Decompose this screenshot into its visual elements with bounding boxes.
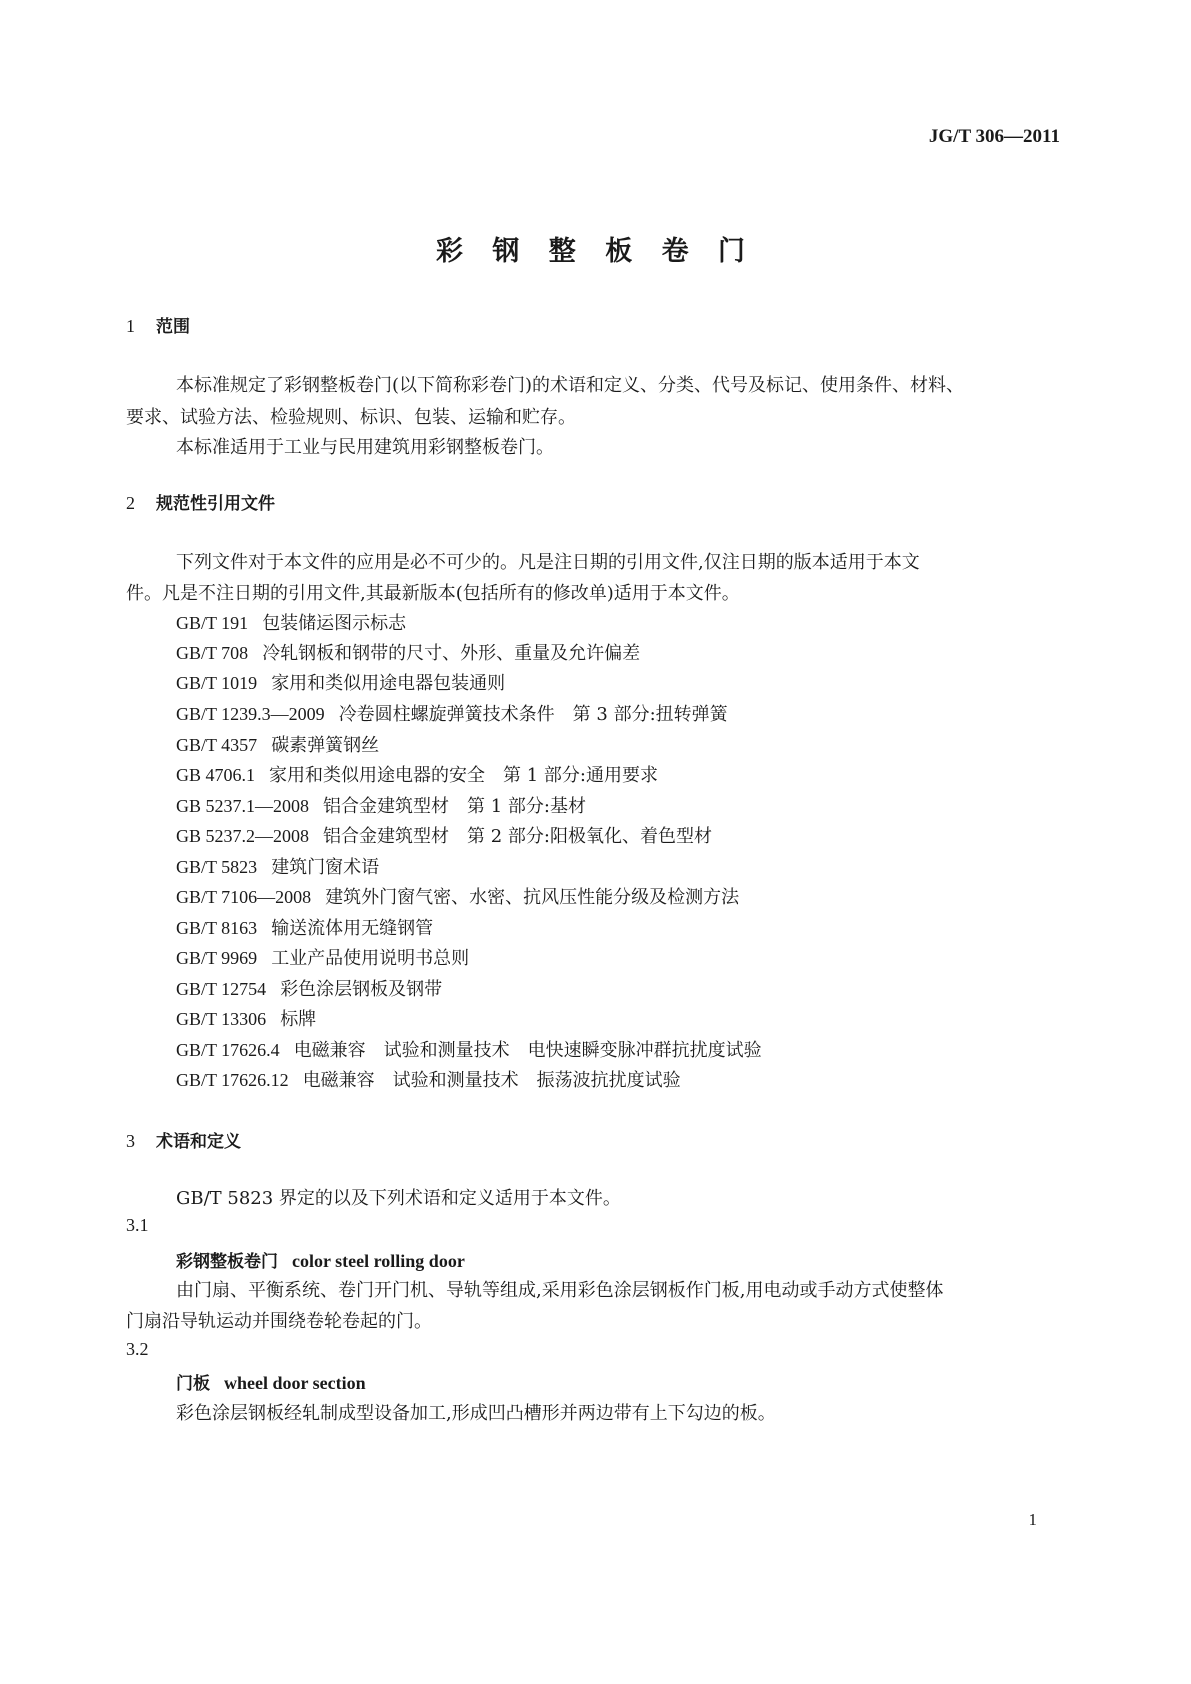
term-heading [176,1369,366,1394]
reference-item [176,822,712,848]
reference-code: GB/T 12754 [176,979,267,999]
reference-code: GB 4706.1 [176,765,256,785]
term-heading [176,1247,465,1272]
section-title: 规范性引用文件 [156,494,275,514]
reference-item [176,700,728,726]
reference-title: 输送流体用无缝钢管 [271,918,434,939]
reference-title: 铝合金建筑型材 第 2 部分:阳极氧化、着色型材 [323,826,712,847]
reference-code: GB/T 1019 [176,673,258,693]
standard-number: JG/T 306—2011 [928,126,1060,147]
term-definition-line: 彩色涂层钢板经轧制成型设备加工,形成凹凸槽形并两边带有上下勾边的板。 [176,1403,776,1424]
reference-item [176,731,379,757]
reference-item [176,1005,316,1031]
reference-title: 工业产品使用说明书总则 [271,948,470,969]
reference-title: 冷卷圆柱螺旋弹簧技术条件 第 3 部分:扭转弹簧 [338,704,728,725]
term-number: 3.2 [126,1339,149,1359]
section-1-heading [126,312,190,337]
reference-title: 碳素弹簧钢丝 [271,735,380,756]
reference-code: GB/T 17626.12 [176,1070,289,1090]
reference-code: GB/T 13306 [176,1009,267,1029]
section-number: 3 [126,1131,135,1151]
term-definition-line: 由门扇、平衡系统、卷门开门机、导轨等组成,采用彩色涂层钢板作门板,用电动或手动方式使整体 [176,1280,944,1301]
term-number: 3.1 [126,1215,149,1235]
reference-code: GB/T 4357 [176,735,258,755]
reference-code: GB/T 5823 [176,857,258,877]
section-title: 术语和定义 [156,1132,241,1152]
reference-title: 冷轧钢板和钢带的尺寸、外形、重量及允许偏差 [262,643,641,664]
reference-code: GB/T 1239.3—2009 [176,704,325,724]
reference-code: GB/T 8163 [176,918,258,938]
reference-code: GB/T 17626.4 [176,1040,280,1060]
section-number: 2 [126,493,135,513]
reference-item [176,883,739,909]
reference-item [176,914,433,940]
reference-code: GB 5237.1—2008 [176,796,310,816]
s1-paragraph-line: 本标准规定了彩钢整板卷门(以下简称彩卷门)的术语和定义、分类、代号及标记、使用条件、材料、 [176,375,965,396]
reference-item [176,761,658,787]
term-definition-line: 门扇沿导轨运动并围绕卷轮卷起的门。 [126,1311,432,1332]
reference-title: 电磁兼容 试验和测量技术 电快速瞬变脉冲群抗扰度试验 [293,1040,762,1061]
section-3-heading [126,1127,241,1152]
reference-item [176,853,379,879]
reference-item [176,609,406,635]
s1-paragraph-line: 要求、试验方法、检验规则、标识、包装、运输和贮存。 [126,407,576,428]
reference-title: 彩色涂层钢板及钢带 [280,979,443,1000]
section-title: 范围 [156,317,190,337]
reference-item [176,975,442,1001]
reference-item [176,1066,681,1092]
s2-intro-line: 下列文件对于本文件的应用是必不可少的。凡是注日期的引用文件,仅注日期的版本适用于本文 [176,552,920,573]
document-title: 彩 钢 整 板 卷 门 [436,236,755,267]
section-2-heading [126,489,275,514]
reference-item [176,669,505,695]
page-number: 1 [1028,1510,1037,1529]
reference-item [176,639,640,665]
reference-title: 标牌 [280,1009,317,1030]
reference-title: 家用和类似用途电器的安全 第 1 部分:通用要求 [269,765,658,786]
term-english: color steel rolling door [292,1251,465,1271]
s3-intro: GB/T 5823 界定的以及下列术语和定义适用于本文件。 [176,1188,621,1209]
reference-item [176,1036,762,1062]
reference-item [176,944,469,970]
reference-title: 电磁兼容 试验和测量技术 振荡波抗扰度试验 [302,1070,681,1091]
reference-code: GB/T 7106—2008 [176,887,312,907]
reference-title: 铝合金建筑型材 第 1 部分:基材 [323,796,586,817]
term-chinese: 门板 [176,1374,210,1394]
reference-code: GB/T 9969 [176,948,258,968]
reference-code: GB 5237.2—2008 [176,826,310,846]
reference-item [176,792,586,818]
s1-paragraph-line: 本标准适用于工业与民用建筑用彩钢整板卷门。 [176,437,554,458]
section-number: 1 [126,316,135,336]
reference-code: GB/T 191 [176,613,249,633]
term-english: wheel door section [224,1373,366,1393]
reference-title: 建筑门窗术语 [271,857,380,878]
reference-title: 家用和类似用途电器包装通则 [271,673,506,694]
reference-code: GB/T 708 [176,643,249,663]
reference-title: 建筑外门窗气密、水密、抗风压性能分级及检测方法 [325,887,740,908]
term-chinese: 彩钢整板卷门 [176,1252,278,1272]
s2-intro-line: 件。凡是不注日期的引用文件,其最新版本(包括所有的修改单)适用于本文件。 [126,583,740,604]
reference-title: 包装储运图示标志 [262,613,407,634]
